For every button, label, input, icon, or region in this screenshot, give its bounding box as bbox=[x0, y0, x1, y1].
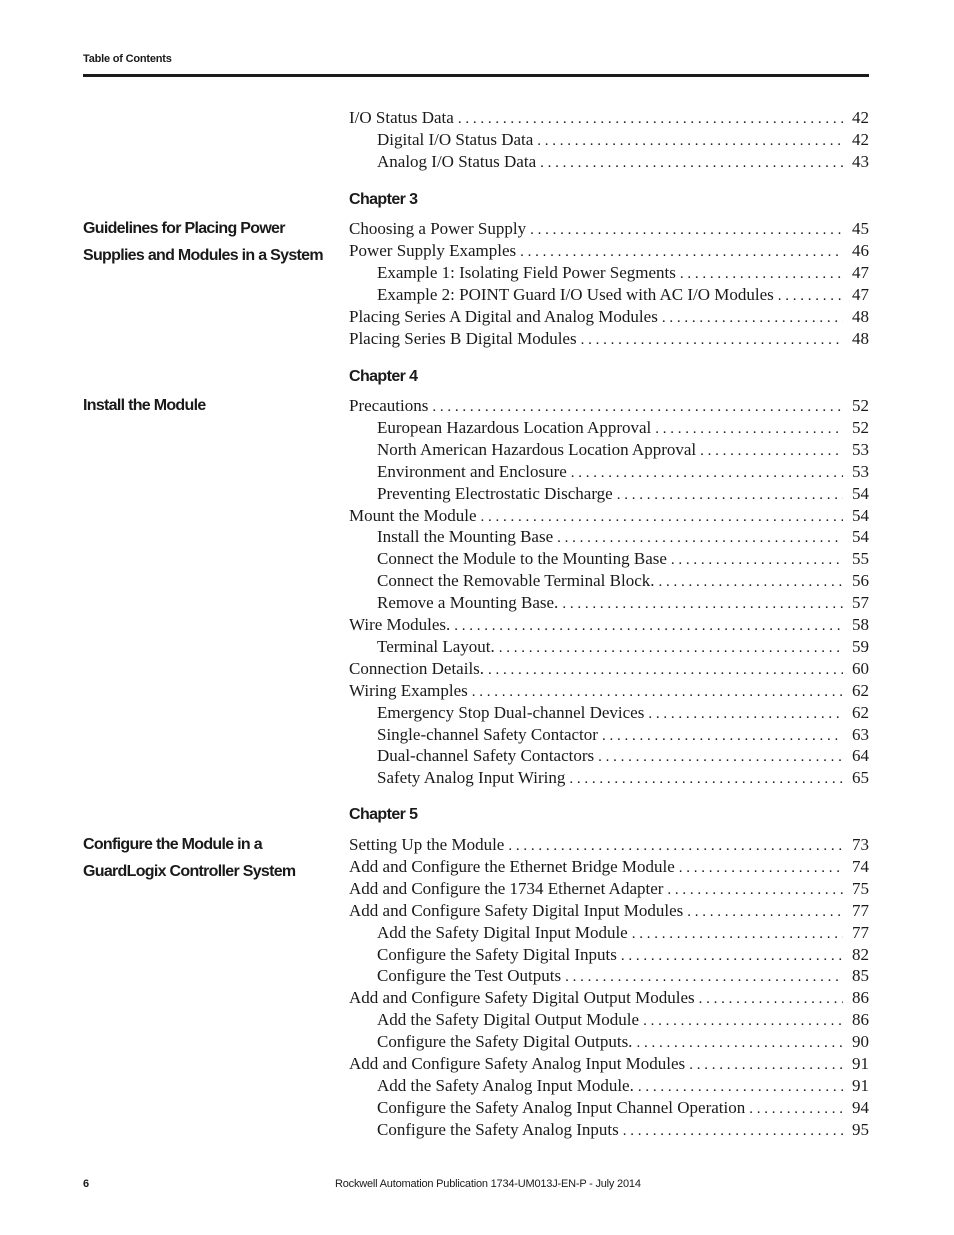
toc-entry-page: 42 bbox=[852, 108, 869, 127]
chapter-4-label: Chapter 4 bbox=[349, 368, 418, 385]
dot-leader bbox=[569, 768, 843, 789]
toc-entry-title: Single-channel Safety Contactor bbox=[377, 724, 598, 744]
toc-entry-page: 85 bbox=[852, 966, 869, 986]
toc-entry[interactable] bbox=[377, 548, 869, 570]
dot-leader bbox=[621, 945, 843, 966]
dot-leader bbox=[687, 901, 843, 922]
toc-entry[interactable] bbox=[377, 1009, 869, 1031]
toc-entry-title: Add and Configure the Ethernet Bridge Module bbox=[349, 856, 675, 876]
toc-entry-page: 94 bbox=[852, 1097, 869, 1117]
toc-entry[interactable] bbox=[377, 944, 869, 966]
footer-page-number: 6 bbox=[83, 1178, 90, 1190]
toc-entry-title: Dual-channel Safety Contactors bbox=[377, 746, 595, 766]
toc-entry-title: Placing Series A Digital and Analog Modules bbox=[349, 306, 658, 326]
toc-entry[interactable] bbox=[377, 129, 869, 151]
toc-entry-page: 91 bbox=[852, 1054, 869, 1073]
toc-entry[interactable] bbox=[349, 505, 869, 527]
dot-leader bbox=[667, 879, 843, 900]
toc-entry[interactable] bbox=[377, 483, 869, 505]
toc-entry-title: Choosing a Power Supply bbox=[349, 219, 527, 238]
toc-entry[interactable] bbox=[349, 328, 869, 350]
toc-entry[interactable] bbox=[377, 461, 869, 483]
toc-entry-page: 62 bbox=[852, 680, 869, 700]
dot-leader bbox=[659, 571, 843, 592]
toc-entry[interactable] bbox=[377, 745, 869, 767]
toc-entry-page: 47 bbox=[852, 284, 869, 304]
toc-entry-title: Add and Configure Safety Analog Input Modules bbox=[349, 1054, 686, 1073]
toc-entry-page: 64 bbox=[852, 746, 869, 766]
dot-leader bbox=[499, 637, 843, 658]
toc-entry[interactable] bbox=[349, 614, 869, 636]
toc-entry-page: 63 bbox=[852, 724, 869, 744]
toc-entry-page: 48 bbox=[852, 306, 869, 326]
toc-entry-title: Precautions bbox=[349, 396, 429, 415]
toc-entry-title: Analog I/O Status Data bbox=[377, 151, 537, 171]
toc-entry[interactable] bbox=[349, 306, 869, 328]
toc-entry-title: Placing Series B Digital Modules bbox=[349, 328, 577, 348]
toc-entry-title: Configure the Safety Analog Inputs bbox=[377, 1119, 619, 1139]
dot-leader bbox=[636, 1032, 843, 1053]
toc-entry[interactable] bbox=[349, 218, 869, 240]
dot-leader bbox=[617, 484, 843, 505]
footer-publication: Rockwell Automation Publication 1734-UM013J-EN-P - July 2014 bbox=[335, 1178, 641, 1190]
toc-entry-title: Digital I/O Status Data bbox=[377, 129, 534, 149]
toc-entry[interactable] bbox=[349, 878, 869, 900]
toc-entry[interactable] bbox=[377, 592, 869, 614]
toc-entry[interactable] bbox=[377, 724, 869, 746]
dot-leader bbox=[562, 593, 843, 614]
dot-leader bbox=[540, 152, 843, 173]
dot-leader bbox=[632, 923, 843, 944]
toc-entry-page: 42 bbox=[852, 129, 869, 149]
toc-entry-page: 77 bbox=[852, 922, 869, 942]
toc-entry-title: Preventing Electrostatic Discharge bbox=[377, 483, 613, 503]
toc-entry[interactable] bbox=[377, 439, 869, 461]
toc-entry-title: I/O Status Data bbox=[349, 108, 454, 127]
toc-entry[interactable] bbox=[377, 702, 869, 724]
toc-entry-page: 56 bbox=[852, 571, 869, 591]
toc-entry-page: 52 bbox=[852, 396, 869, 415]
toc-entry-title: Safety Analog Input Wiring bbox=[377, 768, 566, 788]
toc-entry[interactable] bbox=[377, 767, 869, 789]
dot-leader bbox=[432, 396, 843, 417]
toc-entry-title: Add the Safety Digital Output Module bbox=[377, 1010, 640, 1030]
toc-entry[interactable] bbox=[377, 1031, 869, 1053]
toc-entry[interactable] bbox=[349, 987, 869, 1009]
dot-leader bbox=[454, 615, 843, 636]
toc-entry-title: Configure the Test Outputs bbox=[377, 966, 562, 986]
toc-entry-title: Add and Configure the 1734 Ethernet Adapter bbox=[349, 878, 664, 898]
dot-leader bbox=[689, 1054, 843, 1075]
toc-entry-page: 59 bbox=[852, 636, 869, 656]
dot-leader bbox=[458, 108, 843, 129]
toc-entry[interactable] bbox=[349, 658, 869, 680]
toc-entry[interactable] bbox=[377, 922, 869, 944]
toc-entry-page: 75 bbox=[852, 878, 869, 898]
dot-leader bbox=[643, 1010, 843, 1031]
toc-entry-page: 90 bbox=[852, 1032, 869, 1052]
toc-entry[interactable] bbox=[377, 570, 869, 592]
dot-leader bbox=[537, 130, 843, 151]
toc-entry-title: Add and Configure Safety Digital Output Modules bbox=[349, 988, 695, 1008]
toc-entry-title: Setting Up the Module bbox=[349, 835, 505, 854]
dot-leader bbox=[655, 418, 843, 439]
toc-entry-page: 45 bbox=[852, 219, 869, 238]
toc-entry-page: 54 bbox=[852, 527, 869, 547]
dot-leader bbox=[778, 285, 843, 306]
dot-leader bbox=[581, 329, 843, 350]
toc-entry-page: 53 bbox=[852, 461, 869, 481]
dot-leader bbox=[520, 241, 843, 262]
dot-leader bbox=[571, 462, 843, 483]
dot-leader bbox=[488, 659, 843, 680]
toc-entry-title: Connect the Module to the Mounting Base bbox=[377, 549, 667, 569]
dot-leader bbox=[680, 263, 843, 284]
toc-entry-title: Wire Modules. bbox=[349, 615, 451, 634]
toc-entry-page: 86 bbox=[852, 988, 869, 1008]
chapter-3-label: Chapter 3 bbox=[349, 191, 418, 208]
toc-entry[interactable] bbox=[377, 1075, 869, 1097]
toc-entry-page: 73 bbox=[852, 835, 869, 854]
dot-leader bbox=[557, 527, 843, 548]
dot-leader bbox=[699, 988, 843, 1009]
toc-entry-title: Emergency Stop Dual-channel Devices bbox=[377, 702, 645, 722]
toc-entry-page: 58 bbox=[852, 615, 869, 634]
toc-entry[interactable] bbox=[349, 107, 869, 129]
toc-entry[interactable] bbox=[377, 417, 869, 439]
toc-entry-title: Connection Details. bbox=[349, 658, 485, 678]
toc-entry-page: 77 bbox=[852, 900, 869, 920]
header-rule bbox=[83, 74, 869, 77]
toc-entry-title: Mount the Module bbox=[349, 505, 477, 525]
dot-leader bbox=[481, 506, 844, 527]
toc-entry[interactable] bbox=[349, 680, 869, 702]
toc-entry-page: 54 bbox=[852, 505, 869, 525]
toc-entry[interactable] bbox=[377, 262, 869, 284]
toc-entry-title: Example 2: POINT Guard I/O Used with AC I/O Modules bbox=[377, 284, 774, 304]
toc-entry-page: 95 bbox=[852, 1119, 869, 1139]
toc-entry[interactable] bbox=[349, 834, 869, 856]
toc-entry-title: Connect the Removable Terminal Block. bbox=[377, 571, 655, 591]
toc-entry-title: Example 1: Isolating Field Power Segments bbox=[377, 262, 676, 282]
chapter-3-title: Guidelines for Placing Power Supplies and Modules in a System bbox=[83, 220, 323, 264]
toc-entry[interactable] bbox=[377, 526, 869, 548]
toc-entry-page: 54 bbox=[852, 483, 869, 503]
toc-entry-title: Terminal Layout. bbox=[377, 636, 495, 656]
toc-entry[interactable] bbox=[349, 1053, 869, 1075]
dot-leader bbox=[749, 1098, 843, 1119]
toc-entry-title: Wiring Examples bbox=[349, 680, 468, 700]
dot-leader bbox=[565, 966, 843, 987]
toc-entry-page: 82 bbox=[852, 944, 869, 964]
toc-entry-page: 65 bbox=[852, 768, 869, 788]
toc-entry-title: Install the Mounting Base bbox=[377, 527, 554, 547]
running-header: Table of Contents bbox=[83, 53, 172, 65]
toc-entry-page: 60 bbox=[852, 658, 869, 678]
toc-entry-title: Configure the Safety Analog Input Channel Operation bbox=[377, 1097, 746, 1117]
toc-entry[interactable] bbox=[377, 151, 869, 173]
dot-leader bbox=[598, 746, 843, 767]
toc-entry-title: Environment and Enclosure bbox=[377, 461, 567, 481]
dot-leader bbox=[700, 440, 843, 461]
toc-entry[interactable] bbox=[349, 900, 869, 922]
toc-entry[interactable] bbox=[349, 395, 869, 417]
chapter-5-label: Chapter 5 bbox=[349, 806, 418, 823]
toc-entry[interactable] bbox=[377, 284, 869, 306]
toc-entry-page: 62 bbox=[852, 702, 869, 722]
toc-entry-title: Power Supply Examples bbox=[349, 240, 517, 260]
dot-leader bbox=[671, 549, 843, 570]
toc-entry-page: 74 bbox=[852, 856, 869, 876]
toc-entry-page: 43 bbox=[852, 151, 869, 171]
toc-entry-page: 52 bbox=[852, 417, 869, 437]
toc-entry-title: Configure the Safety Digital Outputs. bbox=[377, 1032, 633, 1052]
dot-leader bbox=[648, 703, 843, 724]
chapter-5-title: Configure the Module in a GuardLogix Controller System bbox=[83, 836, 296, 880]
dot-leader bbox=[602, 725, 843, 746]
toc-entry-title: European Hazardous Location Approval bbox=[377, 417, 652, 437]
toc-entry[interactable] bbox=[377, 965, 869, 987]
toc-entry-page: 46 bbox=[852, 240, 869, 260]
chapter-4-title: Install the Module bbox=[83, 397, 206, 414]
toc-entry-title: North American Hazardous Location Approval bbox=[377, 439, 697, 459]
toc-entry-page: 47 bbox=[852, 262, 869, 282]
toc-entry-page: 57 bbox=[852, 593, 869, 613]
toc-entry[interactable] bbox=[377, 1097, 869, 1119]
toc-entry[interactable] bbox=[377, 1119, 869, 1141]
dot-leader bbox=[623, 1120, 843, 1141]
toc-entry-page: 86 bbox=[852, 1010, 869, 1030]
toc-entry-page: 53 bbox=[852, 439, 869, 459]
toc-entry-page: 91 bbox=[852, 1075, 869, 1095]
toc-entry-page: 48 bbox=[852, 328, 869, 348]
dot-leader bbox=[638, 1076, 843, 1097]
dot-leader bbox=[472, 681, 843, 702]
toc-entry-title: Configure the Safety Digital Inputs bbox=[377, 944, 617, 964]
toc-entry[interactable] bbox=[349, 856, 869, 878]
dot-leader bbox=[508, 835, 843, 856]
toc-entry-title: Add the Safety Analog Input Module. bbox=[377, 1075, 634, 1095]
toc-entry[interactable] bbox=[377, 636, 869, 658]
dot-leader bbox=[679, 857, 843, 878]
dot-leader bbox=[662, 307, 843, 328]
toc-entry-title: Add the Safety Digital Input Module bbox=[377, 922, 628, 942]
toc-entry-title: Remove a Mounting Base. bbox=[377, 593, 559, 613]
dot-leader bbox=[530, 219, 843, 240]
toc-entry-page: 55 bbox=[852, 549, 869, 569]
toc-entry[interactable] bbox=[349, 240, 869, 262]
toc-entry-title: Add and Configure Safety Digital Input Modules bbox=[349, 900, 684, 920]
